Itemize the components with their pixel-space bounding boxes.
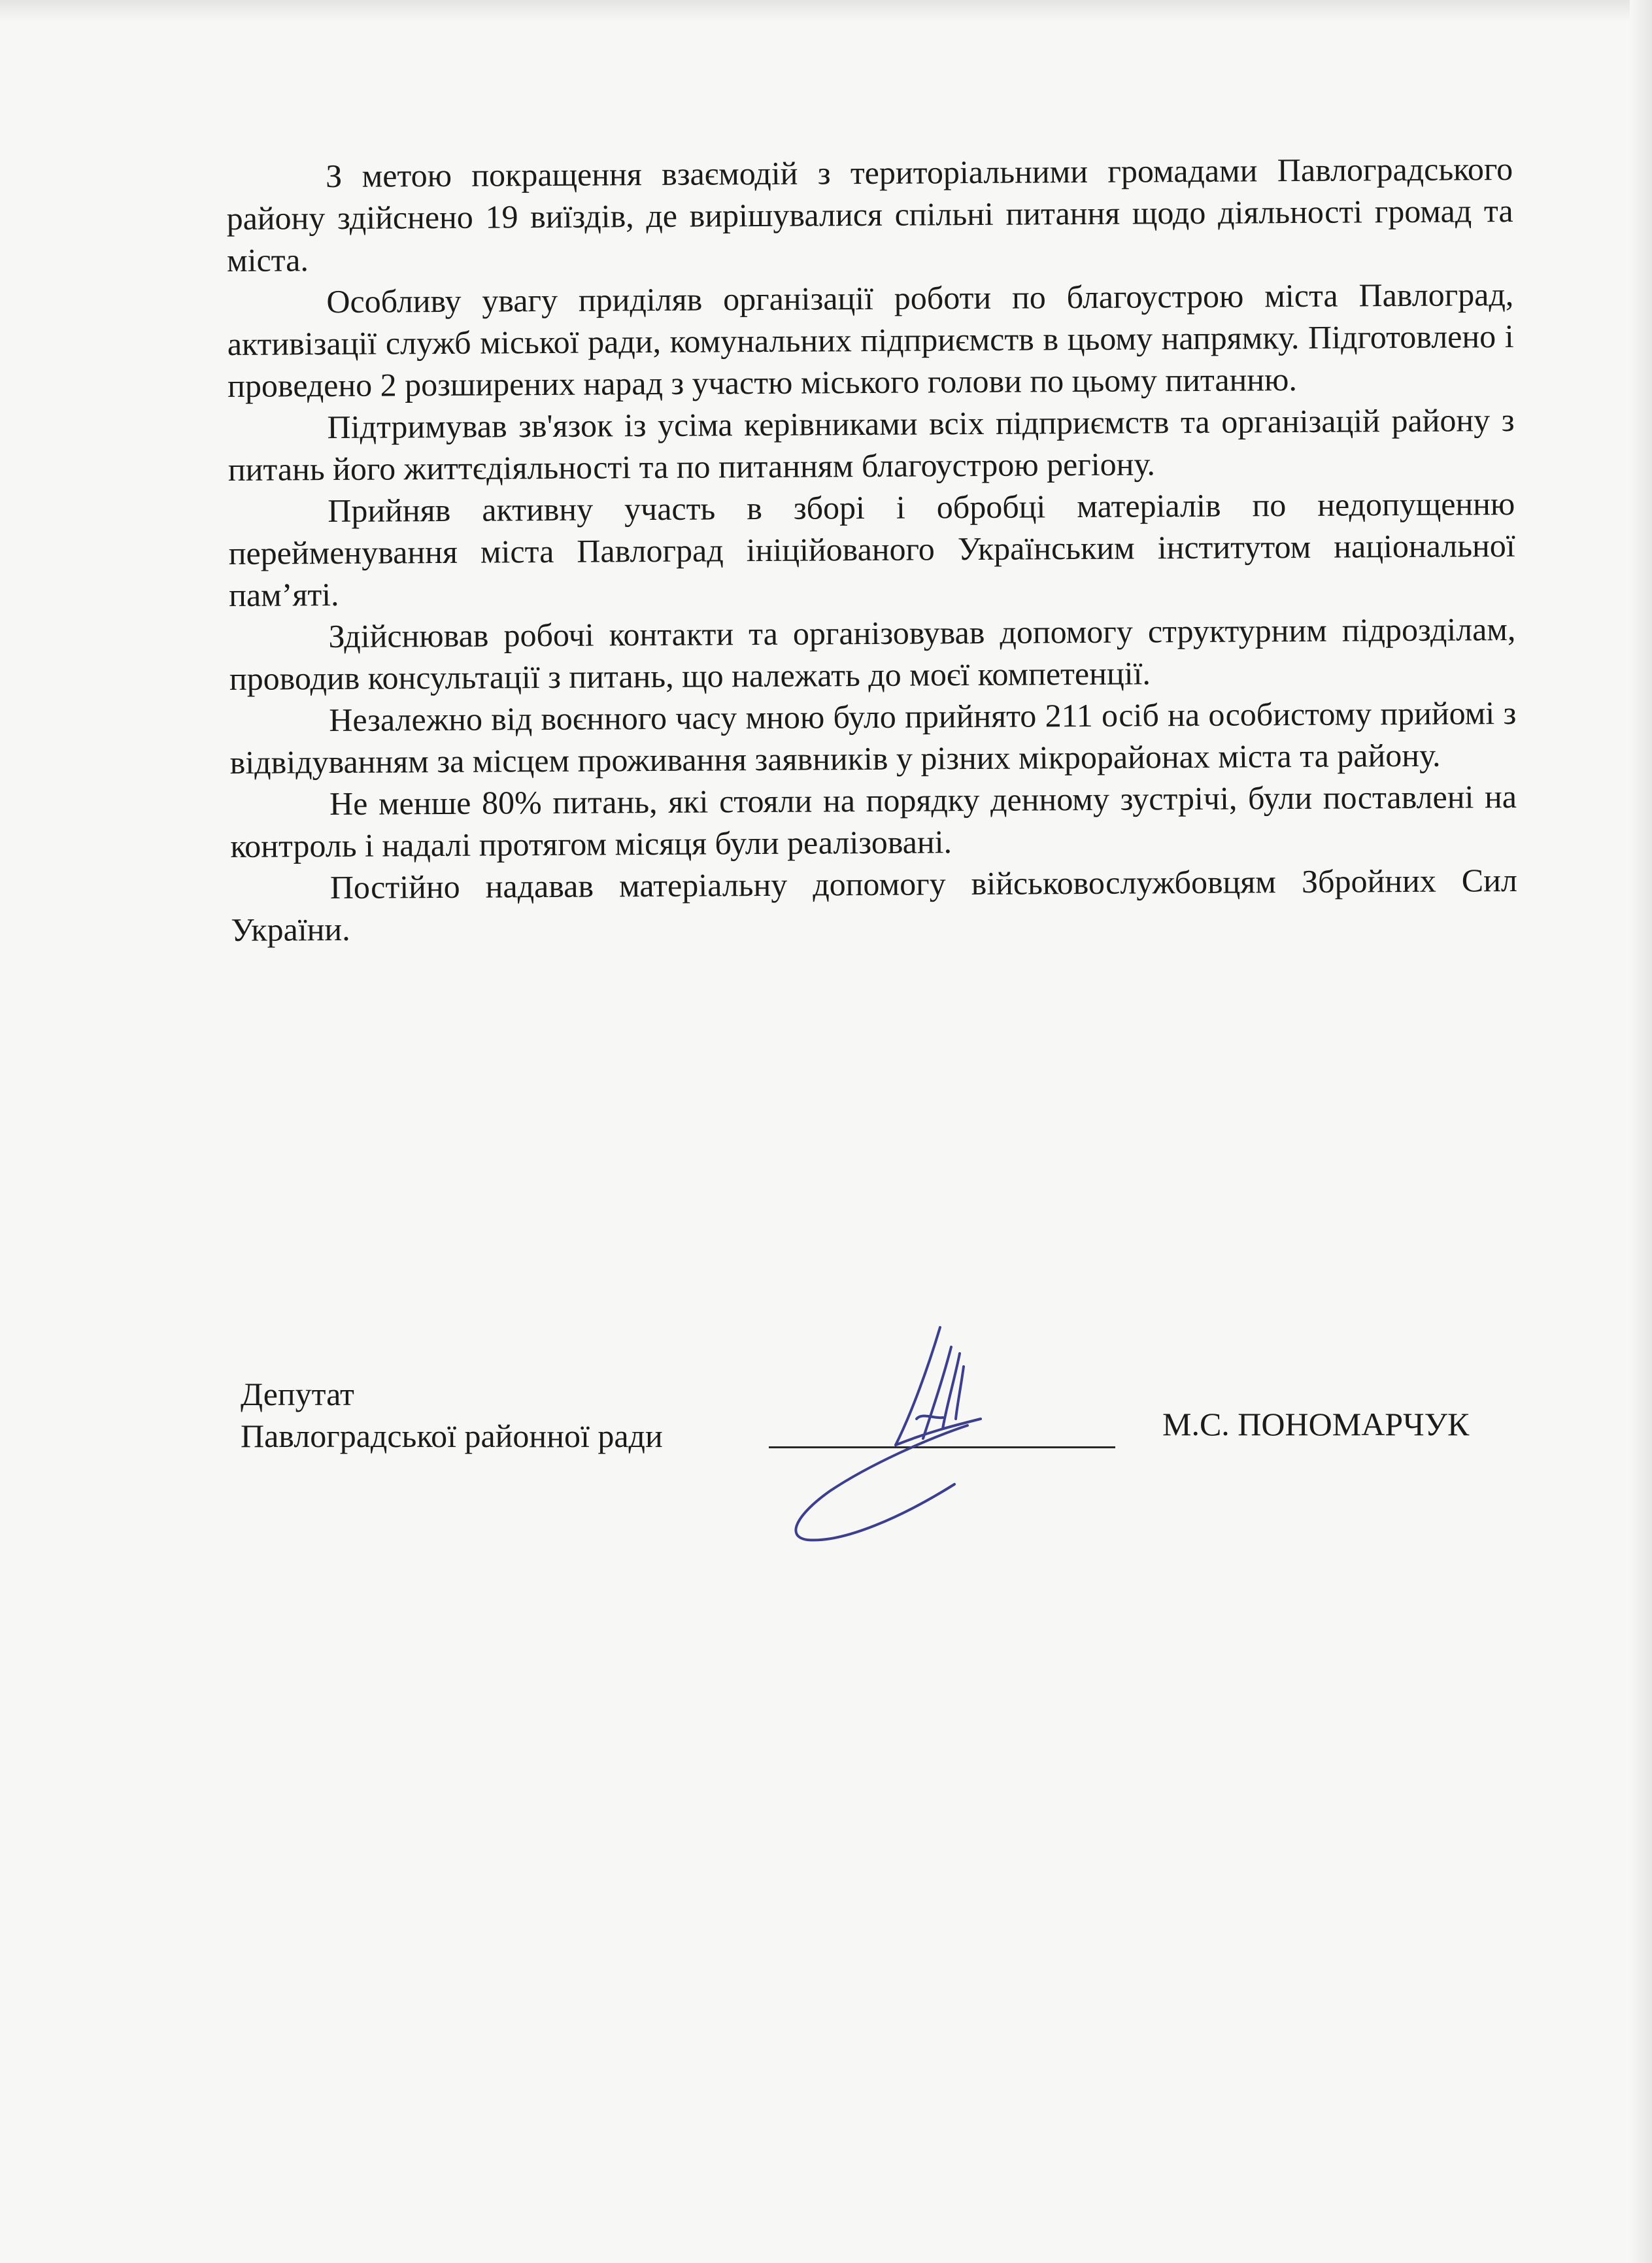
- paragraph: Постійно надавав матеріальну допомогу військовослужбовцям Збройних Сил України.: [231, 861, 1517, 948]
- paragraph: Підтримував зв'язок із усіма керівниками всіх підприємств та організацій району з питань його життєдіяльності та по питанням благоустрою регіону.: [228, 401, 1515, 488]
- signature-strokes: [796, 1327, 981, 1540]
- scan-top-edge: [0, 0, 1652, 21]
- paragraph: Здійснював робочі контакти та організовував допомогу структурним підрозділам, проводив консультації з питань, що належать до моєї компетенції.: [229, 610, 1516, 697]
- paragraph: Незалежно від воєнного часу мною було прийнято 211 осіб на особистому прийомі з відвідуванням за місцем проживання заявників у різних мікрорайонах міста та району.: [229, 694, 1517, 781]
- paragraph: Особливу увагу приділяв організації роботи по благоустрою міста Павлоград, активізації служб міської ради, комунальних підприємств в цьому напрямку. Підготовлено і проведено 2 розширених нарад з участю міського голови по цьому питанню.: [227, 275, 1514, 404]
- handwritten-signature: [771, 1321, 1046, 1556]
- scan-right-edge: [1630, 0, 1652, 2263]
- signatory-name: М.С. ПОНОМАРЧУК: [1162, 1406, 1470, 1442]
- signatory-title: Депутат: [241, 1376, 354, 1412]
- report-body: [226, 148, 1517, 951]
- paragraph: З метою покращення взаємодій з територіальними громадами Павлоградського району здійснено 19 виїздів, де вирішувалися спільні питання щодо діяльності громад та міста.: [226, 150, 1513, 279]
- paragraph: Прийняв активну участь в зборі і обробці матеріалів по недопущенню перейменування міста Павлоград ініційованого Українським інститутом національної пам’яті.: [228, 485, 1515, 613]
- paragraph: Не менше 80% питань, які стояли на порядку денному зустрічі, були поставлені на контроль і надалі протягом місяця були реалізовані.: [230, 777, 1517, 864]
- signatory-organization: Павлоградської районної ради: [241, 1418, 663, 1454]
